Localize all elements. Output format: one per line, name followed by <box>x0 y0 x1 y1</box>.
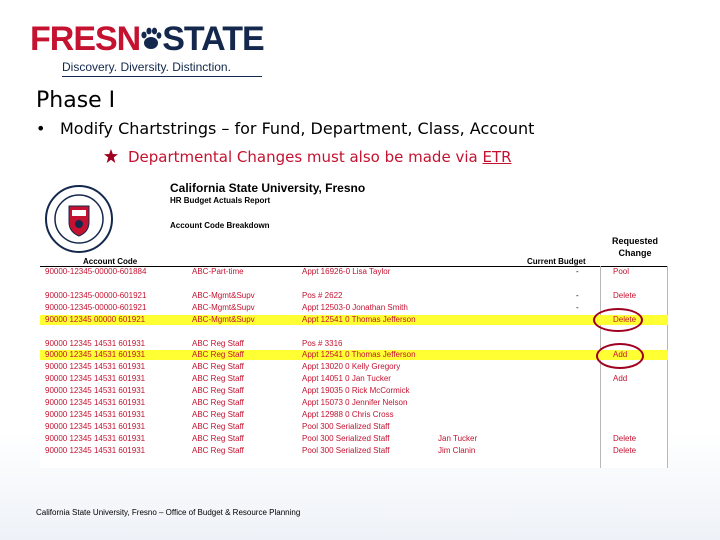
table-row <box>40 398 668 408</box>
cell-dept: ABC-Part-time <box>192 267 244 276</box>
table-row <box>40 410 668 420</box>
report-section: Account Code Breakdown <box>170 221 270 230</box>
report-title: California State University, Fresno <box>170 181 366 195</box>
cell-dept: ABC Reg Staff <box>192 374 244 383</box>
cell-dept: ABC-Mgmt&Supv <box>192 315 255 324</box>
cell-budget: - <box>576 291 579 300</box>
cell-account: 90000 12345 14531 601931 <box>45 339 146 348</box>
cell-dept: ABC-Mgmt&Supv <box>192 291 255 300</box>
csu-seal-icon <box>44 184 114 254</box>
cell-account: 90000 12345 14531 601931 <box>45 446 146 455</box>
table-row <box>40 339 668 349</box>
logo-word-state: STATE <box>162 20 264 58</box>
cell-name: Jan Tucker <box>438 434 478 443</box>
slide-footer: California State University, Fresno – Office of Budget & Resource Planning <box>36 508 301 517</box>
cell-account: 90000 12345 14531 601931 <box>45 422 146 431</box>
cell-employee: Appt 12541 0 Thomas Jefferson <box>302 350 416 359</box>
cell-employee: Pos # 2622 <box>302 291 343 300</box>
paw-icon <box>140 26 162 52</box>
sub-bullet <box>104 148 512 166</box>
cell-employee: Appt 13020 0 Kelly Gregory <box>302 362 401 371</box>
cell-employee: Appt 15073 0 Jennifer Nelson <box>302 398 408 407</box>
highlight-circle-add <box>596 343 644 369</box>
cell-employee: Appt 12541 0 Thomas Jefferson <box>302 315 416 324</box>
cell-requested: Delete <box>613 315 637 324</box>
bullet-main <box>36 119 534 138</box>
cell-dept: ABC Reg Staff <box>192 386 244 395</box>
cell-account: 90000-12345-00000-601921 <box>45 291 147 300</box>
cell-account: 90000-12345-00000-601921 <box>45 303 147 312</box>
cell-requested: Add <box>613 350 628 359</box>
etr-link[interactable]: ETR <box>482 148 512 166</box>
table-row <box>40 422 668 432</box>
cell-account: 90000 12345 14531 601931 <box>45 386 146 395</box>
cell-name: Jim Clanin <box>438 446 476 455</box>
cell-requested: Pool <box>613 267 630 276</box>
cell-account: 90000 12345 14531 601931 <box>45 434 146 443</box>
table-row <box>40 303 668 313</box>
cell-dept: ABC-Mgmt&Supv <box>192 303 255 312</box>
cell-requested: Delete <box>613 446 637 455</box>
report-subtitle: HR Budget Actuals Report <box>170 196 271 205</box>
table-row-highlighted <box>40 315 668 325</box>
column-header-requested: Requested Change <box>611 236 658 258</box>
logo-divider <box>62 76 262 77</box>
cell-dept: ABC Reg Staff <box>192 422 244 431</box>
table-row-highlighted <box>40 350 668 360</box>
cell-dept: ABC Reg Staff <box>192 362 244 371</box>
table-row <box>40 434 668 444</box>
cell-employee: Pool 300 Serialized Staff <box>302 422 390 431</box>
cell-employee: Appt 12503-0 Jonathan Smith <box>302 303 408 312</box>
logo-tagline: Discovery. Diversity. Distinction. <box>62 60 231 74</box>
column-header-budget: Current Budget <box>527 257 586 266</box>
cell-requested: Delete <box>613 291 637 300</box>
cell-dept: ABC Reg Staff <box>192 410 244 419</box>
cell-dept: ABC Reg Staff <box>192 398 244 407</box>
table-row <box>40 291 668 301</box>
logo-wordmark <box>30 22 264 56</box>
cell-employee: Pos # 3316 <box>302 339 343 348</box>
cell-employee: Appt 19035 0 Rick McCormick <box>302 386 410 395</box>
cell-account: 90000 12345 00000 601921 <box>45 315 146 324</box>
highlight-circle-delete <box>593 308 643 332</box>
fresno-state-logo <box>30 22 264 74</box>
slide-title: Phase I <box>36 88 116 113</box>
sub-bullet-text: Departmental Changes must also be made via <box>128 148 483 166</box>
table-row <box>40 374 668 384</box>
cell-account: 90000 12345 14531 601931 <box>45 362 146 371</box>
star-bullet-icon <box>104 149 118 163</box>
bullet-dot: • <box>36 119 46 138</box>
table-row <box>40 267 668 277</box>
cell-account: 90000 12345 14531 601931 <box>45 350 146 359</box>
bullet-text: Modify Chartstrings – for Fund, Department, Class, Account <box>60 119 535 138</box>
table-row <box>40 386 668 396</box>
cell-employee: Appt 16926-0 Lisa Taylor <box>302 267 391 276</box>
cell-account: 90000 12345 14531 601931 <box>45 398 146 407</box>
logo-word-fresno: FRESN <box>30 20 141 58</box>
cell-requested: Delete <box>613 434 637 443</box>
cell-employee: Appt 12988 0 Chris Cross <box>302 410 394 419</box>
table-row <box>40 446 668 456</box>
budget-report-screenshot <box>40 178 668 468</box>
cell-dept: ABC Reg Staff <box>192 446 244 455</box>
cell-account: 90000 12345 14531 601931 <box>45 410 146 419</box>
cell-employee: Appt 14051 0 Jan Tucker <box>302 374 391 383</box>
table-row <box>40 362 668 372</box>
cell-budget: - <box>576 303 579 312</box>
cell-employee: Pool 300 Serialized Staff <box>302 434 390 443</box>
cell-dept: ABC Reg Staff <box>192 350 244 359</box>
cell-employee: Pool 300 Serialized Staff <box>302 446 390 455</box>
cell-account: 90000-12345-00000-601884 <box>45 267 147 276</box>
cell-requested: Add <box>613 374 628 383</box>
cell-account: 90000 12345 14531 601931 <box>45 374 146 383</box>
column-header-account: Account Code <box>83 257 138 266</box>
cell-dept: ABC Reg Staff <box>192 434 244 443</box>
cell-dept: ABC Reg Staff <box>192 339 244 348</box>
cell-budget: - <box>576 267 579 276</box>
